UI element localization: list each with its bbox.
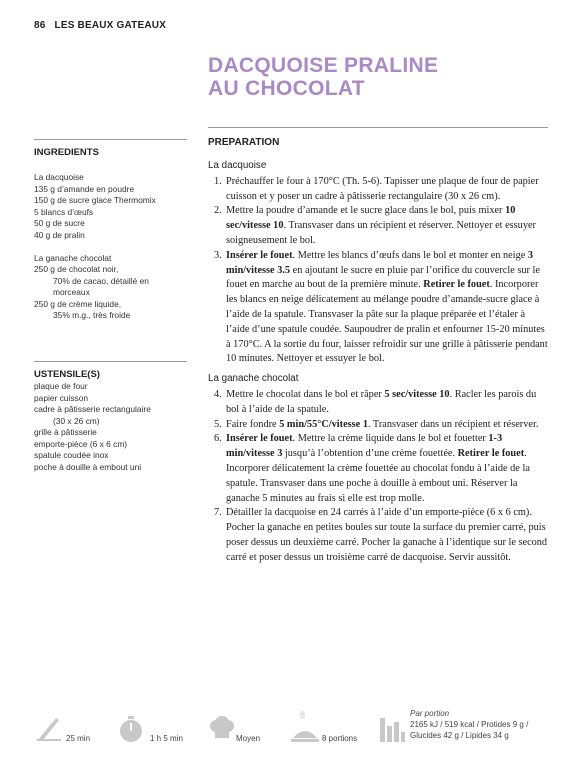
page-header: [34, 20, 166, 31]
ingredient-item: 150 g de sucre glace Thermomix: [34, 195, 156, 205]
dish-icon: [290, 722, 320, 746]
utensil-item: papier cuisson: [34, 392, 89, 403]
ingredient-item: 50 g de sucre: [34, 218, 85, 228]
title-line-1: DACQUOISE PRALINE: [208, 54, 439, 77]
step-item: 6. Insérer le fouet. Mettre la crème liquide dans le bol et fouetter 1-3 min/vitesse 3 jusqu’à l’obtention d’une crème fouettée. Retirer le fouet. Incorporer délicatement la crème fouettée au chocolat fondu à l’aide de la spatule. Transvaser dans une poche à douille à embout uni. Réserver la ganache 5 minutes au frais si elle est trop molle.: [214, 433, 530, 504]
prep-time-label: 25 min: [66, 734, 91, 743]
ingredient-item-cont: 35% m.g., très froide: [53, 310, 131, 320]
preparation-body: [208, 158, 548, 566]
per-portion-label: Par portion: [410, 709, 450, 718]
step-item: 7. Détailler la dacquoise en 24 carrés à l’aide d’un emporte-pièce (6 x 6 cm). Pocher la ganache en petites boules sur toute la surface du premier carré, puis poser dessus un deuxième carré. Pocher la ganache à l’identique sur le second carré et poser dessus un troisième carré de dacquoise. Servir aussitôt.: [214, 507, 548, 563]
divider: [34, 361, 187, 362]
ingredient-item: 5 blancs d’œufs: [34, 206, 94, 217]
steps-list: [208, 388, 548, 566]
utensils-list: [34, 381, 194, 473]
utensil-item: spatule coudée inox: [34, 450, 109, 460]
ingredient-item-cont: 70% de cacao, détaillé en: [53, 275, 149, 286]
ingredients-heading: INGREDIENTS: [34, 147, 99, 158]
ingredient-item: 250 g de chocolat noir,: [34, 264, 119, 274]
utensil-item: grille à pâtisserie: [34, 427, 97, 437]
knife-icon: [34, 714, 64, 744]
ingredient-item: 250 g de crème liquide,: [34, 298, 122, 309]
step-item: 4. Mettre le chocolat dans le bol et râper 5 sec/vitesse 10. Racler les parois du bol à l’aide de la spatule.: [214, 388, 537, 415]
utensil-item-cont: (30 x 26 cm): [53, 415, 100, 426]
step-item: 2. Mettre la poudre d’amande et le sucre glace dans le bol, puis mixer 10 sec/vitesse 10. Transvaser dans un récipient et réserver. Nettoyer et essuyer soigneusement le bol.: [214, 205, 536, 246]
title-line-2: AU CHOCOLAT: [208, 77, 365, 100]
ingredients-list: [34, 172, 194, 322]
utensil-item: cadre à pâtisserie rectangulaire: [34, 404, 151, 414]
page-number: 86: [34, 20, 46, 31]
difficulty-label: Moyen: [236, 734, 261, 743]
chef-hat-icon: [208, 714, 236, 744]
utensil-item: poche à douille à embout uni: [34, 461, 142, 472]
step-item: 1. Préchauffer le four à 170°C (Th. 5-6). Tapisser une plaque de four de papier cuisson et y poser un cadre à pâtisserie rectangulaire (30 x 26 cm).: [214, 175, 539, 202]
ingredient-item: 40 g de pralin: [34, 229, 85, 240]
timer-icon: [118, 714, 146, 744]
bar-chart-icon: [378, 714, 406, 744]
nutrition-line-1: 2165 kJ / 519 kcal / Protides 9 g /: [410, 720, 529, 729]
steps-list: [208, 175, 548, 367]
preparation-heading: PREPARATION: [208, 137, 280, 148]
ingredient-group-title: La dacquoise: [34, 172, 84, 182]
portions-label: 8 portions: [322, 734, 358, 743]
utensil-item: plaque de four: [34, 381, 88, 391]
utensils-heading: USTENSILE(S): [34, 369, 100, 380]
divider: [34, 139, 187, 140]
step-item: 5. Faire fondre 5 min/55°C/vitesse 1. Transvaser dans un récipient et réserver.: [214, 418, 539, 430]
recipe-title: [208, 54, 548, 100]
section-title: La ganache chocolat: [208, 373, 299, 385]
nutrition-line-2: Glucides 42 g / Lipides 34 g: [410, 731, 509, 740]
utensil-item: emporte-pièce (6 x 6 cm): [34, 438, 128, 449]
total-time-label: 1 h 5 min: [150, 734, 183, 743]
divider: [208, 127, 548, 128]
section-title: La dacquoise: [208, 160, 267, 171]
ingredient-item-cont: morceaux: [53, 287, 90, 297]
portions-number: 8: [300, 710, 306, 720]
book-title: LES BEAUX GATEAUX: [54, 20, 167, 31]
nutrition-info: [410, 708, 528, 741]
step-item: 3. Insérer le fouet. Mettre les blancs d’œufs dans le bol et monter en neige 3 min/vitesse 3.5 en ajoutant le sucre en pluie par l’orifice du couvercle sur le fouet en marche au bout de la première minute. Retirer le fouet. Incorporer les blancs en neige délicatement au mélange poudre d’amande-sucre glace à l’aide de la spatule. Transvaser la pâte sur la plaque préparée et l’étaler à l’aide d’une spatule coudée. Saupoudrer de pralin et enfourner 15-20 minutes à 170°C. A la sortie du four, laisser refroidir sur une grille à pâtisserie pendant 10 minutes. Nettoyer et essuyer le bol.: [214, 249, 548, 365]
ingredient-item: 135 g d’amande en poudre: [34, 183, 135, 194]
ingredient-group-title: La ganache chocolat: [34, 252, 112, 263]
